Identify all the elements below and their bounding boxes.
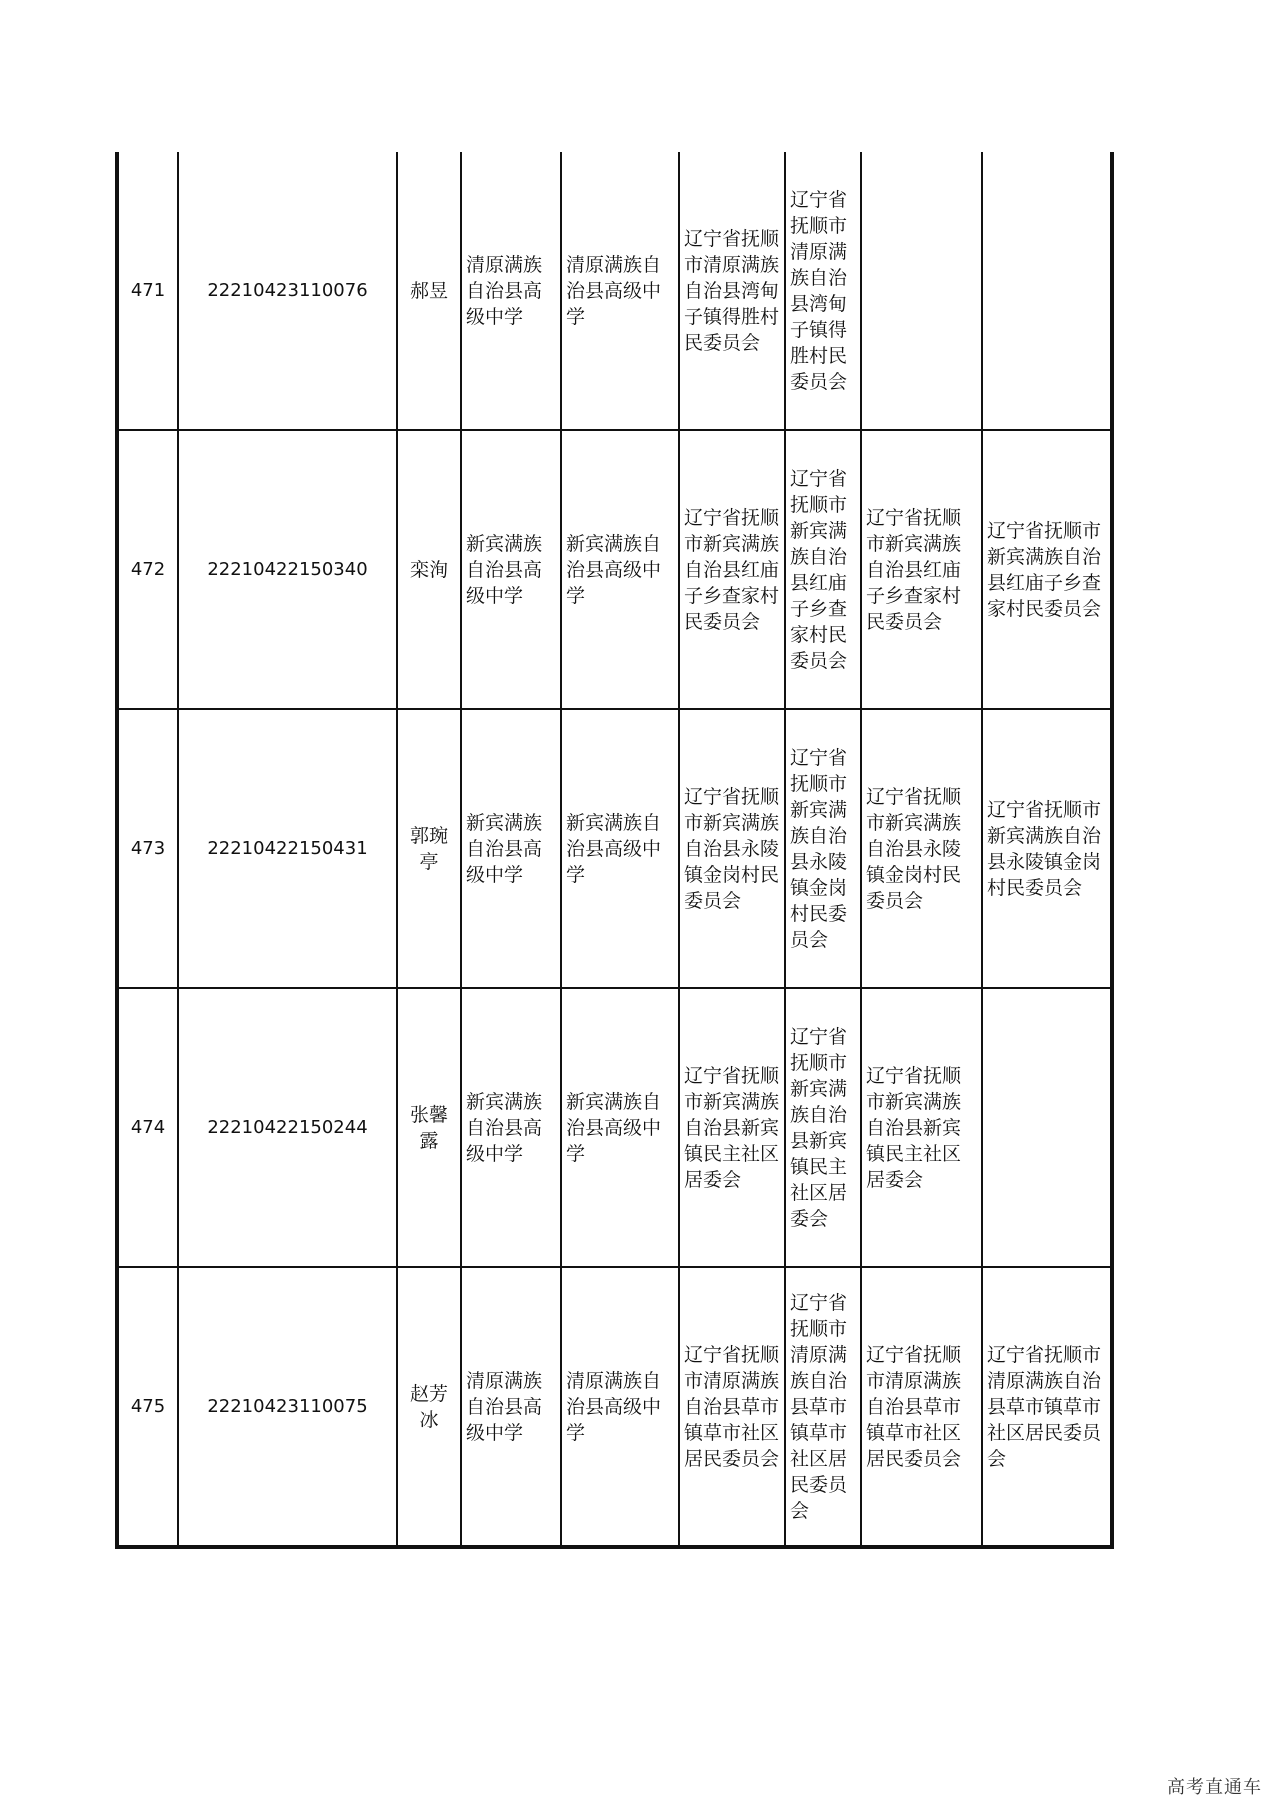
cell-seq: 472 — [117, 430, 178, 709]
table-row — [117, 988, 1112, 1267]
cell-address-1: 辽宁省抚顺市清原满族自治县湾甸子镇得胜村民委员会 — [679, 152, 785, 430]
cell-address-4 — [982, 988, 1112, 1267]
cell-exam-id: 22210423110076 — [178, 152, 397, 430]
cell-address-2: 辽宁省抚顺市清原满族自治县湾甸子镇得胜村民委员会 — [785, 152, 861, 430]
cell-address-4: 辽宁省抚顺市新宾满族自治县永陵镇金岗村民委员会 — [982, 709, 1112, 988]
cell-school: 清原满族自治县高级中学 — [461, 152, 561, 430]
table-row — [117, 430, 1112, 709]
cell-address-3: 辽宁省抚顺市清原满族自治县草市镇草市社区居民委员会 — [861, 1267, 982, 1547]
cell-exam-id: 22210423110075 — [178, 1267, 397, 1547]
cell-name: 张馨露 — [397, 988, 461, 1267]
cell-school: 清原满族自治县高级中学 — [461, 1267, 561, 1547]
cell-address-2: 辽宁省抚顺市新宾满族自治县红庙子乡查家村民委员会 — [785, 430, 861, 709]
cell-exam-id: 22210422150244 — [178, 988, 397, 1267]
cell-school: 新宾满族自治县高级中学 — [461, 430, 561, 709]
cell-seq: 475 — [117, 1267, 178, 1547]
cell-school-2: 新宾满族自治县高级中学 — [561, 988, 679, 1267]
cell-school-2: 新宾满族自治县高级中学 — [561, 709, 679, 988]
cell-school-2: 清原满族自治县高级中学 — [561, 152, 679, 430]
cell-name: 栾洵 — [397, 430, 461, 709]
cell-address-2: 辽宁省抚顺市新宾满族自治县永陵镇金岗村民委员会 — [785, 709, 861, 988]
cell-exam-id: 22210422150431 — [178, 709, 397, 988]
table-row — [117, 1267, 1112, 1547]
cell-address-4 — [982, 152, 1112, 430]
cell-name: 郝昱 — [397, 152, 461, 430]
roster-body — [117, 152, 1112, 1547]
cell-address-3: 辽宁省抚顺市新宾满族自治县永陵镇金岗村民委员会 — [861, 709, 982, 988]
watermark-text: 高考直通车 — [1167, 1777, 1262, 1798]
cell-address-2: 辽宁省抚顺市清原满族自治县草市镇草市社区居民委员会 — [785, 1267, 861, 1547]
cell-school-2: 清原满族自治县高级中学 — [561, 1267, 679, 1547]
cell-address-3 — [861, 152, 982, 430]
cell-address-4: 辽宁省抚顺市新宾满族自治县红庙子乡查家村民委员会 — [982, 430, 1112, 709]
cell-address-2: 辽宁省抚顺市新宾满族自治县新宾镇民主社区居委会 — [785, 988, 861, 1267]
cell-address-1: 辽宁省抚顺市清原满族自治县草市镇草市社区居民委员会 — [679, 1267, 785, 1547]
cell-school: 新宾满族自治县高级中学 — [461, 988, 561, 1267]
roster-table — [115, 152, 1114, 1549]
cell-exam-id: 22210422150340 — [178, 430, 397, 709]
cell-seq: 474 — [117, 988, 178, 1267]
cell-address-3: 辽宁省抚顺市新宾满族自治县红庙子乡查家村民委员会 — [861, 430, 982, 709]
cell-name: 赵芳冰 — [397, 1267, 461, 1547]
cell-address-3: 辽宁省抚顺市新宾满族自治县新宾镇民主社区居委会 — [861, 988, 982, 1267]
cell-seq: 473 — [117, 709, 178, 988]
cell-school: 新宾满族自治县高级中学 — [461, 709, 561, 988]
cell-seq: 471 — [117, 152, 178, 430]
cell-address-1: 辽宁省抚顺市新宾满族自治县新宾镇民主社区居委会 — [679, 988, 785, 1267]
table-row — [117, 152, 1112, 430]
cell-address-1: 辽宁省抚顺市新宾满族自治县红庙子乡查家村民委员会 — [679, 430, 785, 709]
cell-address-4: 辽宁省抚顺市清原满族自治县草市镇草市社区居民委员会 — [982, 1267, 1112, 1547]
table-row — [117, 709, 1112, 988]
cell-address-1: 辽宁省抚顺市新宾满族自治县永陵镇金岗村民委员会 — [679, 709, 785, 988]
cell-name: 郭琬亭 — [397, 709, 461, 988]
cell-school-2: 新宾满族自治县高级中学 — [561, 430, 679, 709]
